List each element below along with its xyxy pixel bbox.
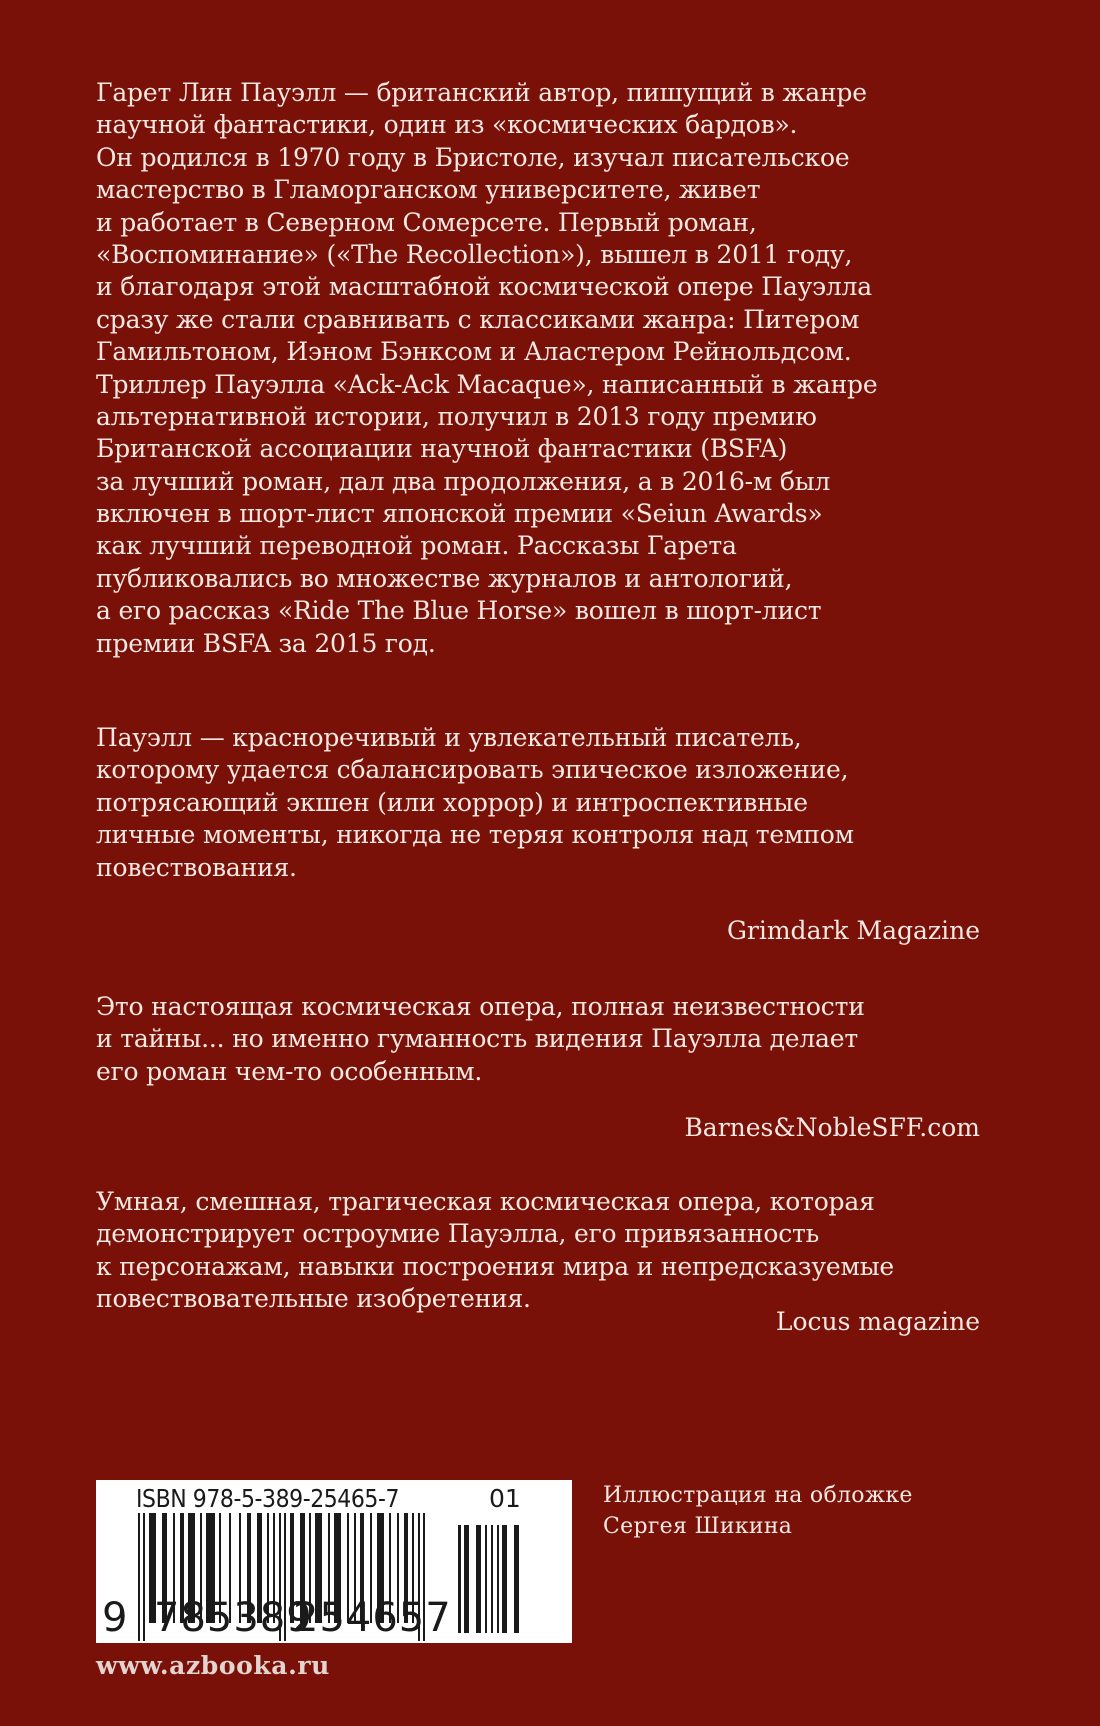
bio-line: и благодаря этой масштабной космической опере Пауэлла xyxy=(96,272,872,302)
review-line: к персонажам, навыки построения мира и непредсказуемые xyxy=(96,1251,895,1281)
review-quote-locus xyxy=(96,1186,980,1316)
review-attribution-grimdark xyxy=(96,915,980,947)
review-line: потрясающий экшен (или хоррор) и интроспективные xyxy=(96,787,808,817)
author-bio xyxy=(96,77,980,660)
review-line: личные моменты, никогда не теряя контроля над темпом xyxy=(96,820,854,850)
review-source: Grimdark Magazine xyxy=(726,916,980,945)
bio-line: мастерство в Гламорганском университете, живет xyxy=(96,175,761,205)
bio-line: Он родился в 1970 году в Бристоле, изучал писательское xyxy=(96,142,850,172)
credit-line-2: Сергея Шикина xyxy=(603,1514,793,1539)
illustration-credit xyxy=(603,1480,913,1542)
bio-line: сразу же стали сравнивать с классиками жанра: Питером xyxy=(96,304,860,334)
review-line: повествования. xyxy=(96,852,297,882)
bio-line: включен в шорт-лист японской премии «Seiun Awards» xyxy=(96,499,823,529)
review-line: повествовательные изобретения. xyxy=(96,1284,531,1314)
bio-line: премии BSFA за 2015 год. xyxy=(96,628,436,658)
bio-line: Гамильтоном, Иэном Бэнксом и Аластером Рейнольдсом. xyxy=(96,337,852,367)
review-line: Умная, смешная, трагическая космическая опера, которая xyxy=(96,1187,875,1216)
bio-line: как лучший переводной роман. Рассказы Гарета xyxy=(96,531,737,561)
review-attribution-barnes-noble xyxy=(96,1112,980,1144)
isbn-addon: 01 xyxy=(489,1484,521,1513)
review-line: Пауэлл — красноречивый и увлекательный писатель, xyxy=(96,723,802,752)
bio-line: а его рассказ «Ride The Blue Horse» вошел в шорт-лист xyxy=(96,596,822,626)
bio-line: «Воспоминание» («The Recollection»), вышел в 2011 году, xyxy=(96,239,853,269)
review-quote-barnes-noble xyxy=(96,991,980,1088)
bio-line: и работает в Северном Сомерсете. Первый роман, xyxy=(96,207,757,237)
review-line: которому удается сбалансировать эпическое изложение, xyxy=(96,755,849,785)
review-attribution-locus xyxy=(96,1306,980,1338)
bio-line: альтернативной истории, получил в 2013 году премию xyxy=(96,401,817,431)
bio-line: Британской ассоциации научной фантастики (BSFA) xyxy=(96,434,788,464)
review-line: и тайны... но именно гуманность видения Пауэлла делает xyxy=(96,1024,858,1054)
review-line: Это настоящая космическая опера, полная неизвестности xyxy=(96,992,865,1021)
publisher-website: www.azbooka.ru xyxy=(96,1651,330,1680)
review-source: Barnes&NobleSFF.com xyxy=(684,1113,980,1142)
review-line: демонстрирует остроумие Пауэлла, его привязанность xyxy=(96,1219,820,1249)
review-source: Locus magazine xyxy=(775,1307,980,1336)
isbn-barcode xyxy=(96,1480,572,1643)
isbn-label: ISBN 978-5-389-25465-7 xyxy=(136,1484,400,1513)
bio-line: научной фантастики, один из «космических бардов». xyxy=(96,110,798,140)
ean-first-digit: 9 xyxy=(102,1595,128,1641)
review-line: его роман чем-то особенным. xyxy=(96,1056,483,1086)
credit-line-1: Иллюстрация на обложке xyxy=(603,1483,913,1508)
bio-line: публиковались во множестве журналов и антологий, xyxy=(96,563,793,593)
ean-right-digits: 254657 xyxy=(293,1595,452,1641)
bio-line: Гарет Лин Пауэлл — британский автор, пишущий в жанре xyxy=(96,78,867,107)
review-quote-grimdark xyxy=(96,722,980,884)
bio-line: Триллер Пауэлла «Ack-Ack Macaque», написанный в жанре xyxy=(96,369,878,399)
ean-left-digits: 785389 xyxy=(154,1595,313,1641)
bio-line: за лучший роман, дал два продолжения, а в 2016-м был xyxy=(96,466,831,496)
